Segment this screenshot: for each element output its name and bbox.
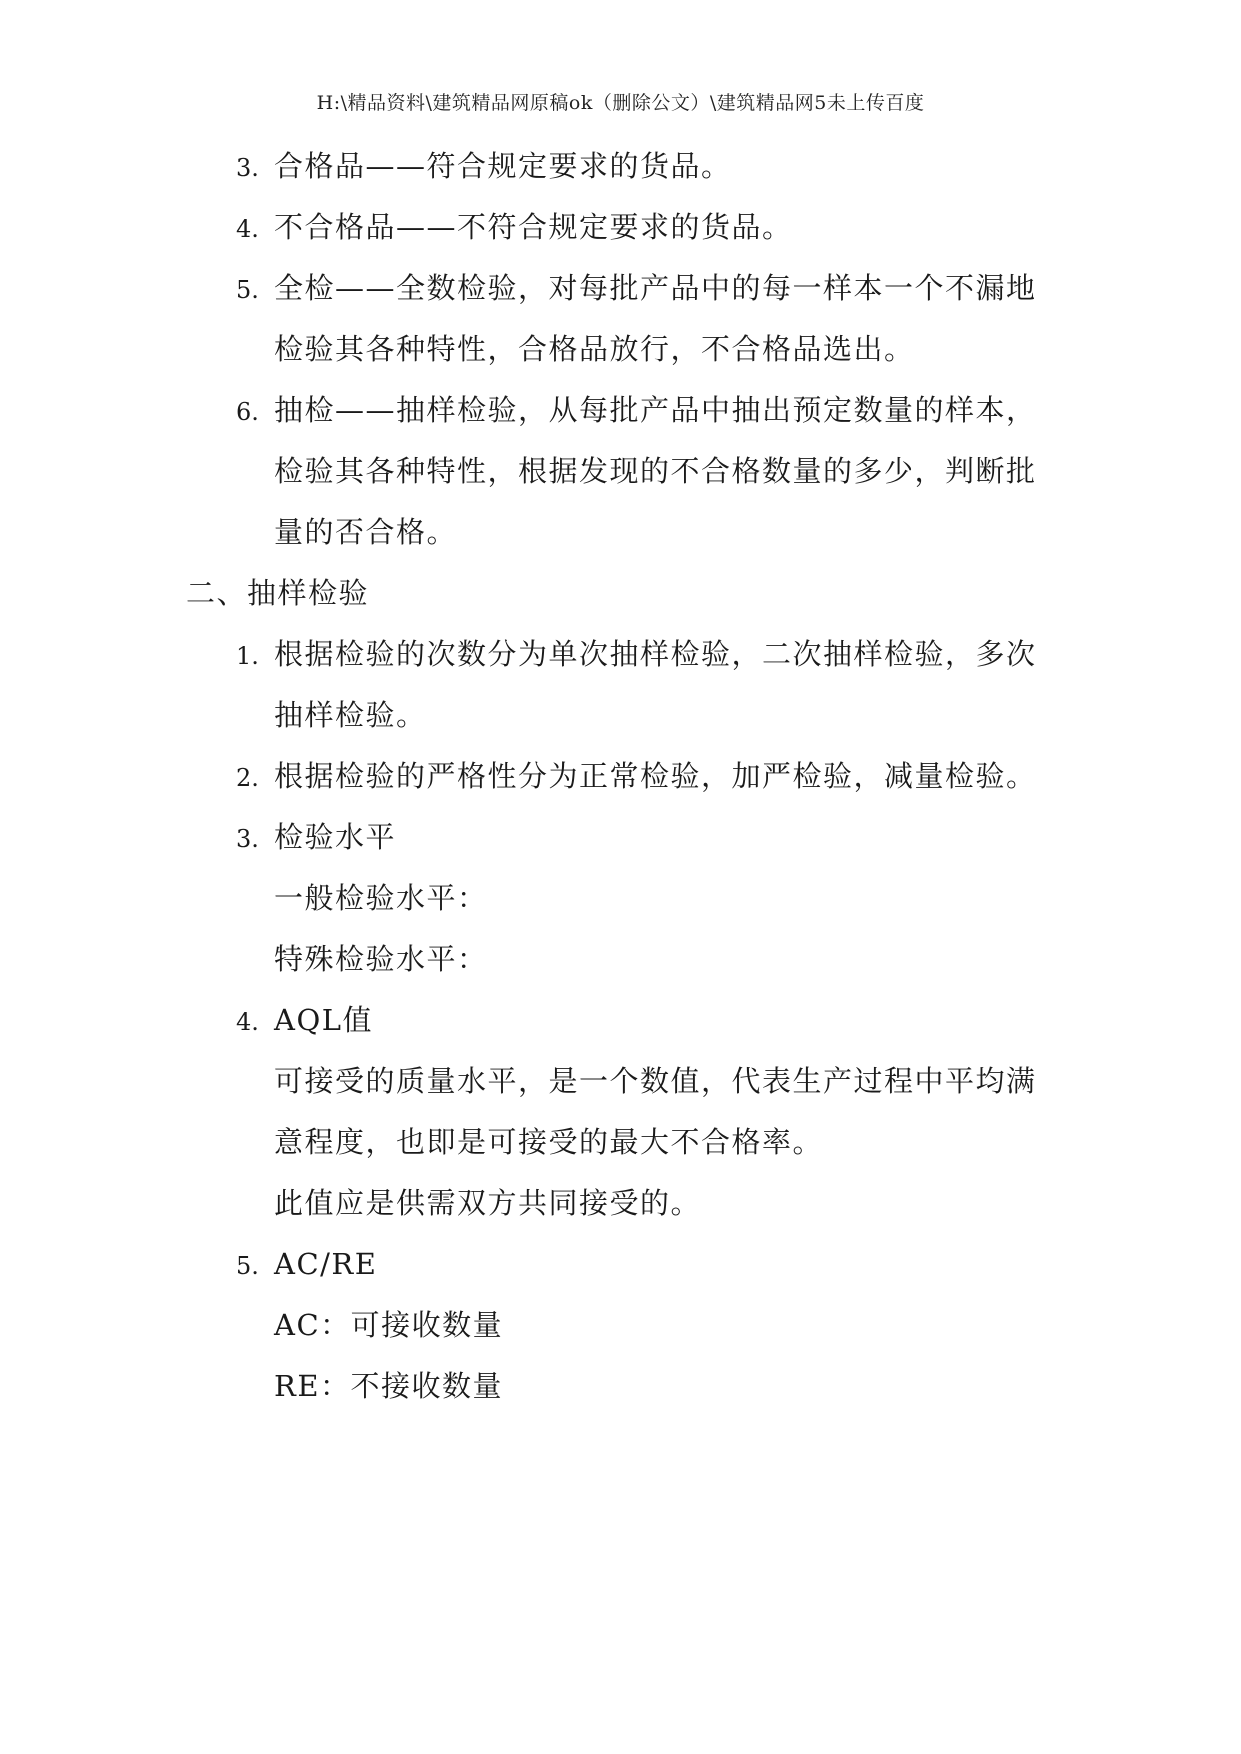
item-number: 1.	[236, 642, 259, 670]
item-text: 检验其各种特性，根据发现的不合格数量的多少，判断批	[274, 454, 1037, 488]
item-number: 2.	[236, 764, 259, 792]
list-item	[236, 1244, 377, 1286]
item-text: 可接受的质量水平，是一个数值，代表生产过程中平均满	[274, 1064, 1037, 1098]
list-item	[236, 146, 732, 188]
list-item-continuation	[274, 1122, 823, 1162]
item-number: 4.	[236, 1008, 259, 1036]
list-item	[236, 634, 1037, 676]
item-text: 抽检——抽样检验，从每批产品中抽出预定数量的样本，	[274, 393, 1037, 427]
list-item-continuation	[274, 329, 915, 369]
list-item-continuation	[274, 878, 488, 918]
item-text: AC：可接收数量	[274, 1308, 504, 1342]
list-item-continuation	[274, 512, 457, 552]
list-item-continuation	[274, 451, 1037, 491]
item-text: AC/RE	[274, 1247, 378, 1281]
item-text: 根据检验的严格性分为正常检验，加严检验，减量检验。	[274, 759, 1037, 793]
item-text: RE：不接收数量	[274, 1369, 504, 1403]
item-number: 3.	[236, 154, 259, 182]
item-text: 不合格品——不符合规定要求的货品。	[274, 210, 793, 244]
list-item-continuation	[274, 939, 488, 979]
item-text: AQL值	[274, 1003, 373, 1037]
section-heading: 二、抽样检验	[186, 576, 370, 610]
list-item	[236, 1000, 373, 1042]
item-text: 全检——全数检验，对每批产品中的每一样本一个不漏地	[274, 271, 1037, 305]
list-item-continuation	[274, 1305, 503, 1345]
list-item	[236, 207, 793, 249]
list-item-continuation	[274, 695, 427, 735]
list-item	[236, 390, 1037, 432]
item-text: 意程度，也即是可接受的最大不合格率。	[274, 1125, 824, 1159]
item-text: 抽样检验。	[274, 698, 427, 732]
item-number: 5.	[236, 276, 259, 304]
item-text: 量的否合格。	[274, 515, 458, 549]
list-item-continuation	[274, 1183, 701, 1223]
item-text: 合格品——符合规定要求的货品。	[274, 149, 732, 183]
item-text: 特殊检验水平：	[274, 942, 488, 976]
item-text: 检验其各种特性，合格品放行，不合格品选出。	[274, 332, 915, 366]
item-text: 一般检验水平：	[274, 881, 488, 915]
list-item	[236, 268, 1037, 310]
item-text: 检验水平	[274, 820, 397, 854]
item-text: 此值应是供需双方共同接受的。	[274, 1186, 702, 1220]
item-number: 6.	[236, 398, 259, 426]
item-number: 5.	[236, 1252, 259, 1280]
list-item-continuation	[274, 1061, 1037, 1101]
page-header-path: H:\精品资料\建筑精品网原稿ok（删除公文）\建筑精品网5未上传百度	[316, 92, 925, 114]
list-item	[236, 756, 1037, 798]
item-text: 根据检验的次数分为单次抽样检验，二次抽样检验，多次	[274, 637, 1037, 671]
list-item	[236, 817, 396, 859]
list-item-continuation	[274, 1366, 503, 1406]
item-number: 4.	[236, 215, 259, 243]
item-number: 3.	[236, 825, 259, 853]
